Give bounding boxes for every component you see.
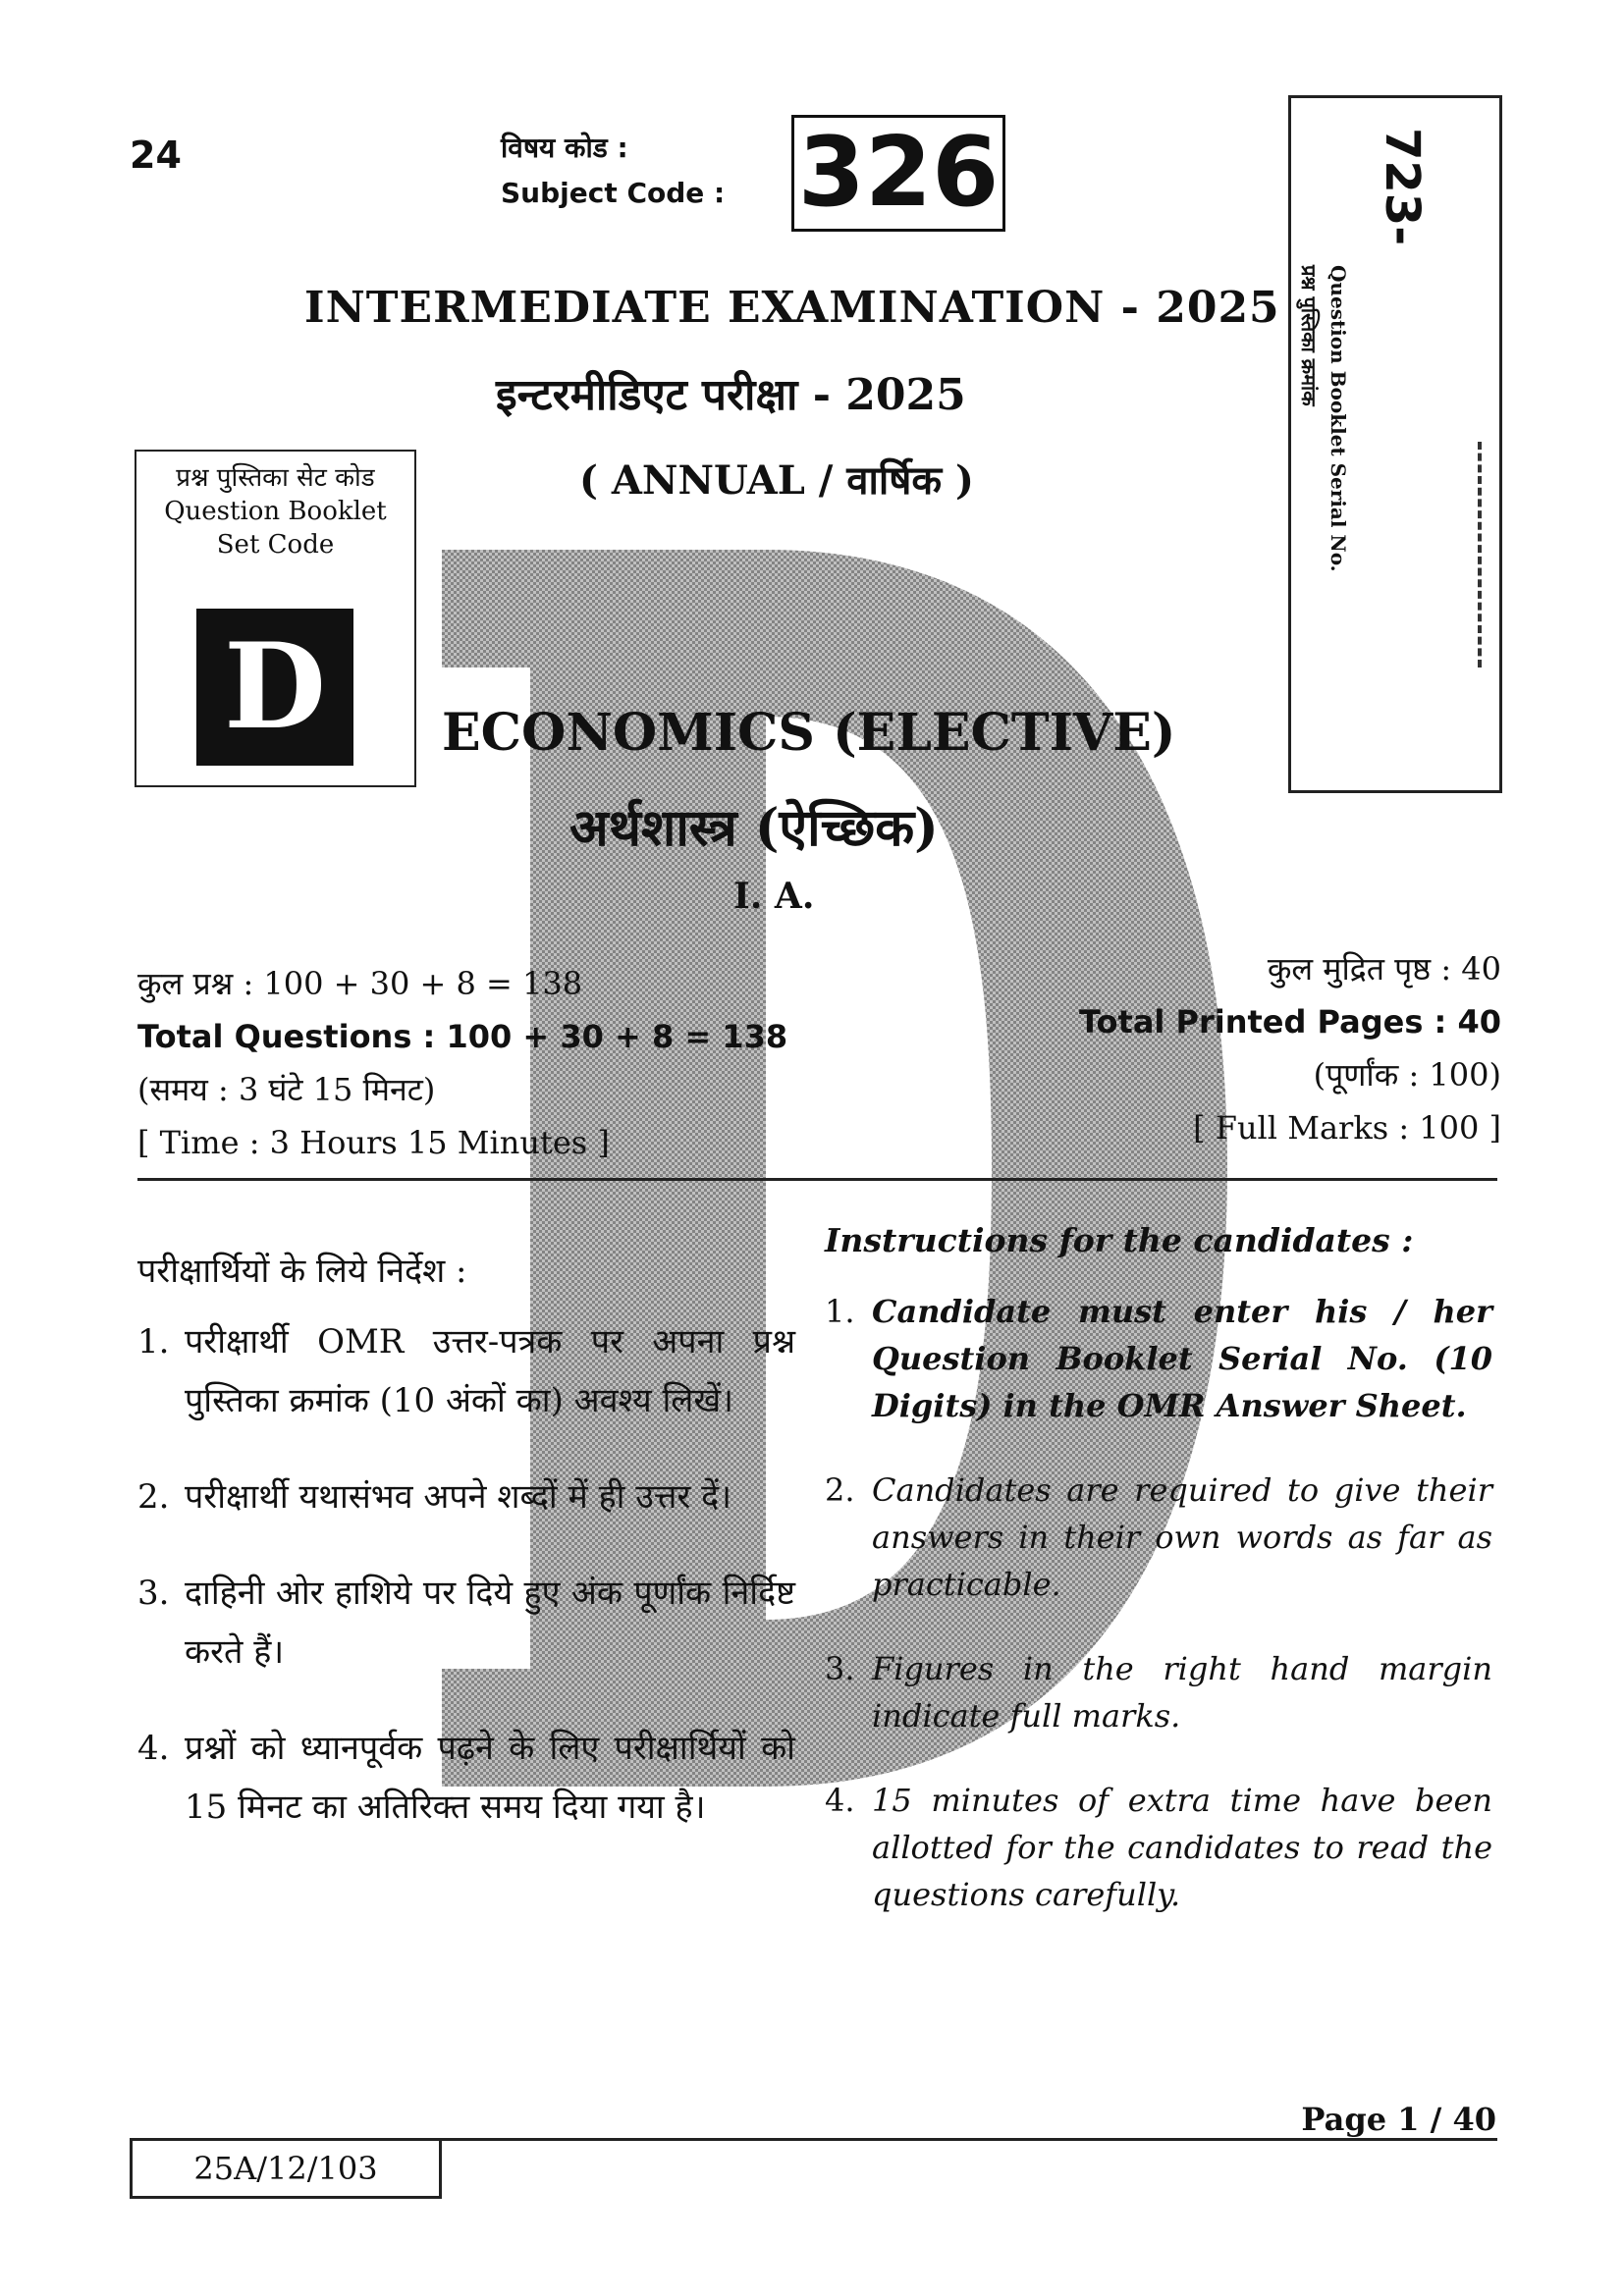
- instructions-english-heading: Instructions for the candidates :: [825, 1221, 1414, 1259]
- subject-name-english: ECONOMICS (ELECTIVE): [442, 703, 1176, 763]
- set-code-box: [135, 450, 416, 787]
- item-text: दाहिनी ओर हाशिये पर दिये हुए अंक पूर्णांक निर्दिष्ट करते हैं।: [185, 1574, 795, 1672]
- instruction-english-item: [825, 1777, 1492, 1918]
- serial-number: 723-: [1375, 128, 1430, 246]
- serial-number-label: [1294, 265, 1353, 572]
- subject-code-label-hindi: विषय कोड :: [501, 132, 628, 164]
- serial-label-english: Question Booklet Serial No.: [1326, 265, 1350, 572]
- set-code-label-hindi: प्रश्न पुस्तिका सेट कोड: [176, 463, 375, 493]
- item-number: 4.: [137, 1729, 170, 1768]
- instructions-hindi: [137, 1242, 795, 1874]
- page-sequence-number: 24: [130, 133, 182, 177]
- item-text: Figures in the right hand margin indicate full marks.: [872, 1650, 1492, 1735]
- instructions-hindi-heading: परीक्षार्थियों के लिये निर्देश :: [137, 1252, 467, 1291]
- serial-number-placeholder: [1478, 442, 1482, 667]
- item-text: Candidate must enter his / her Question Booklet Serial No. (10 Digits) in the OMR Answer Sheet.: [872, 1293, 1492, 1424]
- subject-code-label: [501, 126, 725, 216]
- divider: [137, 1178, 1497, 1181]
- total-questions-english: Total Questions : 100 + 30 + 8 = 138: [137, 1018, 788, 1055]
- item-text: प्रश्नों को ध्यानपूर्वक पढ़ने के लिए परीक्षार्थियों को 15 मिनट का अतिरिक्त समय दिया गया है।: [185, 1729, 795, 1827]
- instruction-english-item: [825, 1645, 1492, 1739]
- item-text: परीक्षार्थी यथासंभव अपने शब्दों में ही उत्तर दें।: [185, 1477, 732, 1517]
- item-number: 4.: [825, 1782, 855, 1819]
- instruction-hindi-item: [137, 1719, 795, 1837]
- pages-english: Total Printed Pages : 40: [1078, 1003, 1501, 1041]
- instruction-hindi-item: [137, 1564, 795, 1682]
- exam-title-hindi: इन्टरमीडिएट परीक्षा - 2025: [496, 370, 966, 420]
- meta-left: [137, 957, 787, 1169]
- pages-hindi: कुल मुद्रित पृष्ठ : 40: [1267, 950, 1501, 988]
- total-questions-hindi: कुल प्रश्न : 100 + 30 + 8 = 138: [137, 965, 583, 1002]
- stream-name: I. A.: [733, 876, 815, 917]
- time-english: [ Time : 3 Hours 15 Minutes ]: [137, 1124, 610, 1161]
- time-hindi: (समय : 3 घंटे 15 मिनट): [137, 1071, 436, 1108]
- item-text: परीक्षार्थी OMR उत्तर-पत्रक पर अपना प्रश्न पुस्तिका क्रमांक (10 अंकों का) अवश्य लिखें।: [185, 1322, 795, 1420]
- item-number: 2.: [825, 1471, 855, 1509]
- set-code-label-english-1: Question Booklet: [164, 497, 387, 526]
- item-number: 3.: [825, 1650, 855, 1687]
- marks-english: [ Full Marks : 100 ]: [1193, 1109, 1501, 1147]
- item-number: 2.: [137, 1477, 170, 1517]
- item-text: 15 minutes of extra time have been allotted for the candidates to read the questions carefully.: [872, 1782, 1492, 1913]
- item-number: 1.: [825, 1293, 855, 1330]
- footer-code: 25A/12/103: [130, 2138, 442, 2199]
- subject-code-label-english: Subject Code :: [501, 177, 726, 209]
- subject-name-hindi: अर्थशास्त्र (ऐच्छिक): [569, 798, 939, 858]
- page-number: Page 1 / 40: [1301, 2101, 1496, 2138]
- item-text: Candidates are required to give their answers in their own words as far as practicable.: [872, 1471, 1492, 1603]
- instructions-english: [825, 1217, 1492, 1955]
- set-code-label-english-2: Set Code: [216, 530, 335, 560]
- instruction-english-item: [825, 1467, 1492, 1608]
- instruction-hindi-item: [137, 1312, 795, 1430]
- serial-label-hindi: प्रश्न पुस्तिका क्रमांक: [1297, 265, 1321, 406]
- item-number: 1.: [137, 1322, 170, 1362]
- exam-type: ( ANNUAL / वार्षिक ): [579, 457, 974, 504]
- subject-code-box: 326: [791, 115, 1005, 232]
- meta-right: [1079, 942, 1501, 1154]
- marks-hindi: (पूर्णांक : 100): [1313, 1056, 1501, 1094]
- exam-title-english: INTERMEDIATE EXAMINATION - 2025: [304, 283, 1280, 333]
- instruction-english-item: [825, 1288, 1492, 1429]
- set-code-letter: D: [196, 609, 353, 766]
- instruction-hindi-item: [137, 1468, 795, 1526]
- item-number: 3.: [137, 1574, 170, 1613]
